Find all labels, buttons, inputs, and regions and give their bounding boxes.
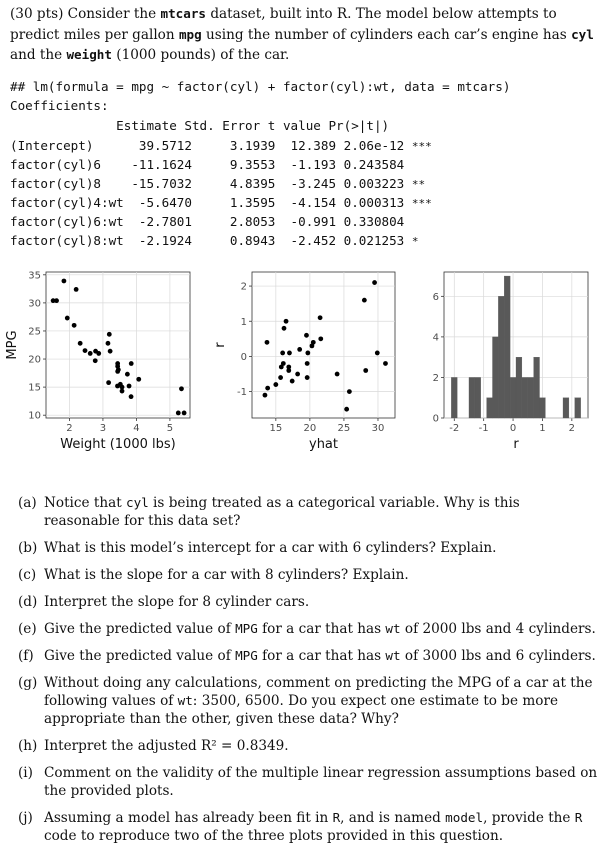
- question-text: Interpret the slope for 8 cylinder cars.: [44, 594, 310, 610]
- cyl-variable: cyl: [571, 26, 594, 42]
- data-point: [88, 351, 93, 356]
- coef-row: (Intercept) 39.5712 3.1939 12.389 2.06e-12 ***: [10, 138, 432, 153]
- tick-label-x: 0: [509, 423, 517, 434]
- data-point: [305, 361, 310, 366]
- data-point: [265, 386, 270, 391]
- axis-title-x: Weight (1000 lbs): [60, 437, 176, 452]
- histogram-bar: [475, 377, 481, 418]
- data-point: [284, 319, 289, 324]
- tick-label-y: 10: [28, 410, 41, 422]
- histogram-bar: [522, 377, 528, 418]
- coefficients-heading: Coefficients:: [10, 98, 109, 113]
- data-point: [93, 349, 98, 354]
- data-point: [78, 341, 83, 346]
- question-item: [18, 539, 598, 557]
- data-point: [108, 349, 113, 354]
- tick-label-y: 15: [28, 382, 41, 394]
- data-point: [344, 407, 349, 412]
- data-point: [297, 347, 302, 352]
- tick-label-x: 30: [371, 423, 385, 434]
- question-text: Give the predicted value of MPG for a car that has wt of 2000 lbs and 4 cylinders.: [44, 621, 596, 637]
- question-label: (e): [18, 621, 37, 637]
- coef-row: factor(cyl)4:wt -5.6470 1.3595 -4.154 0.000313 ***: [10, 195, 432, 210]
- question-label: (g): [18, 675, 38, 691]
- data-point: [287, 351, 292, 356]
- tick-label-y: 35: [28, 270, 41, 282]
- question-item: [18, 737, 598, 755]
- question-label: (a): [18, 495, 37, 511]
- data-point: [127, 384, 132, 389]
- plot-panel-1: [46, 272, 190, 418]
- tick-label-x: -2: [449, 423, 460, 434]
- question-text: Assuming a model has already been fit in R, and is named model, provide the R code to reproduce two of the three plots provided in this question.: [44, 810, 583, 844]
- tick-label-x: 20: [303, 423, 317, 434]
- data-point: [279, 365, 284, 370]
- question-text: Interpret the adjusted R² = 0.8349.: [44, 738, 289, 754]
- question-text: Give the predicted value of MPG for a car that has wt of 3000 lbs and 6 cylinders.: [44, 648, 596, 664]
- dataset-name: mtcars: [160, 6, 207, 21]
- intro-text-2: dataset, built into R. The model below attempts to predict miles per gallon: [10, 6, 557, 43]
- coef-row: factor(cyl)8:wt -2.1924 0.8943 -2.452 0.021253 *: [10, 233, 419, 248]
- data-point: [176, 411, 181, 416]
- question-label: (h): [18, 738, 38, 754]
- mpg-variable: mpg: [178, 26, 202, 42]
- question-item: [18, 764, 598, 800]
- question-text: Comment on the validity of the multiple linear regression assumptions based on the provided plots.: [44, 765, 598, 799]
- question-label: (d): [18, 594, 38, 610]
- question-item: [18, 674, 598, 728]
- question-label: (j): [18, 810, 33, 826]
- data-point: [278, 375, 283, 380]
- data-point: [282, 326, 287, 331]
- tick-label-y: 2: [432, 372, 439, 384]
- data-point: [106, 380, 111, 385]
- question-label: (c): [18, 567, 37, 583]
- data-point: [93, 358, 98, 363]
- axis-title-y: r: [213, 342, 228, 348]
- tick-label-y: 2: [240, 281, 247, 293]
- histogram-bar: [451, 377, 457, 418]
- data-point: [129, 394, 134, 399]
- tick-label-x: 5: [166, 423, 174, 434]
- data-point: [383, 361, 388, 366]
- question-text: What is the slope for a car with 8 cylinders? Explain.: [44, 567, 409, 583]
- data-point: [263, 393, 268, 398]
- data-point: [115, 369, 120, 374]
- data-point: [72, 323, 77, 328]
- coef-row: factor(cyl)8 -15.7032 4.8395 -3.245 0.003223 **: [10, 176, 426, 191]
- data-point: [295, 372, 300, 377]
- tick-label-x: -1: [478, 423, 489, 434]
- data-point: [347, 389, 352, 394]
- coef-row: factor(cyl)6:wt -2.7801 2.8053 -0.991 0.330804: [10, 214, 405, 229]
- histogram-bar: [469, 377, 475, 418]
- intro-text-1: (30 pts) Consider the: [10, 6, 161, 22]
- tick-label-y: -1: [237, 387, 247, 399]
- question-item: [18, 620, 598, 638]
- plot-panel-2: [252, 272, 395, 418]
- data-point: [273, 382, 278, 387]
- question-list: [18, 494, 598, 854]
- data-point: [375, 351, 380, 356]
- axis-title-x: r: [513, 437, 519, 452]
- question-item: [18, 566, 598, 584]
- data-point: [115, 361, 120, 366]
- data-point: [136, 377, 141, 382]
- data-point: [318, 336, 323, 341]
- histogram-bar: [492, 337, 498, 418]
- tick-label-x: 15: [269, 423, 283, 434]
- data-point: [179, 386, 184, 391]
- question-label: (b): [18, 540, 38, 556]
- histogram-bar: [487, 398, 493, 418]
- data-point: [51, 298, 56, 303]
- question-text: What is this model’s intercept for a car with 6 cylinders? Explain.: [44, 540, 497, 556]
- weight-variable: weight: [66, 47, 112, 62]
- histogram-bar: [540, 398, 546, 418]
- tick-label-x: 3: [99, 423, 107, 434]
- data-point: [304, 333, 309, 338]
- tick-label-y: 30: [28, 298, 41, 310]
- data-point: [335, 372, 340, 377]
- data-point: [362, 298, 367, 303]
- question-label: (f): [18, 648, 34, 664]
- question-text: Notice that cyl is being treated as a categorical variable. Why is this reasonable for this data set?: [44, 495, 520, 529]
- data-point: [65, 316, 70, 321]
- data-point: [182, 411, 187, 416]
- tick-label-x: 1: [539, 423, 546, 434]
- data-point: [265, 340, 270, 345]
- question-item: [18, 593, 598, 611]
- tick-label-x: 25: [337, 423, 351, 434]
- diagnostic-plots: [0, 262, 608, 462]
- data-point: [363, 368, 368, 373]
- coef-table-header: Estimate Std. Error t value Pr(>|t|): [10, 118, 390, 133]
- histogram-bar: [510, 377, 516, 418]
- question-item: [18, 809, 598, 845]
- data-point: [106, 341, 111, 346]
- histogram-bar: [504, 276, 510, 418]
- data-point: [280, 351, 285, 356]
- data-point: [83, 348, 88, 353]
- data-point: [372, 280, 377, 285]
- data-point: [129, 361, 134, 366]
- data-point: [290, 379, 295, 384]
- data-point: [74, 287, 79, 292]
- tick-label-x: 2: [66, 423, 73, 434]
- tick-label-y: 20: [28, 354, 41, 366]
- question-item: [18, 647, 598, 665]
- histogram-bar: [516, 357, 522, 418]
- problem-intro: [10, 4, 600, 66]
- data-point: [115, 384, 120, 389]
- tick-label-y: 0: [432, 413, 439, 425]
- coef-row: factor(cyl)6 -11.1624 9.3553 -1.193 0.243584: [10, 157, 405, 172]
- tick-label-x: 4: [133, 423, 140, 434]
- question-text: Without doing any calculations, comment on predicting the MPG of a car at the following values of wt: 3500, 6500. Do you expect one estimate to be more appropriate than the other, given these data? Why?: [44, 675, 593, 727]
- data-point: [120, 385, 125, 390]
- tick-label-x: 2: [568, 423, 576, 434]
- histogram-bar: [498, 296, 504, 418]
- tick-label-y: 4: [432, 332, 439, 344]
- histogram-bar: [528, 377, 534, 418]
- axis-title-y: MPG: [5, 330, 20, 360]
- data-point: [305, 375, 310, 380]
- intro-text-4: and the: [10, 47, 67, 63]
- intro-text-5: (1000 pounds) of the car.: [111, 47, 290, 63]
- histogram-bar: [563, 398, 569, 418]
- histogram-bar: [534, 357, 540, 418]
- data-point: [311, 340, 316, 345]
- tick-label-y: 1: [240, 316, 247, 328]
- axis-title-x: yhat: [309, 437, 338, 452]
- intro-text-3: using the number of cylinders each car’s engine has: [201, 26, 572, 43]
- tick-label-y: 25: [28, 326, 41, 338]
- data-point: [62, 279, 67, 284]
- model-call: ## lm(formula = mpg ~ factor(cyl) + factor(cyl):wt, data = mtcars): [10, 79, 511, 94]
- data-point: [318, 315, 323, 320]
- tick-label-y: 0: [240, 351, 247, 363]
- question-label: (i): [18, 765, 33, 781]
- data-point: [125, 372, 130, 377]
- tick-label-y: 6: [432, 291, 439, 303]
- data-point: [305, 351, 310, 356]
- histogram-bar: [575, 398, 581, 418]
- question-item: [18, 494, 598, 530]
- data-point: [286, 365, 291, 370]
- data-point: [107, 332, 112, 337]
